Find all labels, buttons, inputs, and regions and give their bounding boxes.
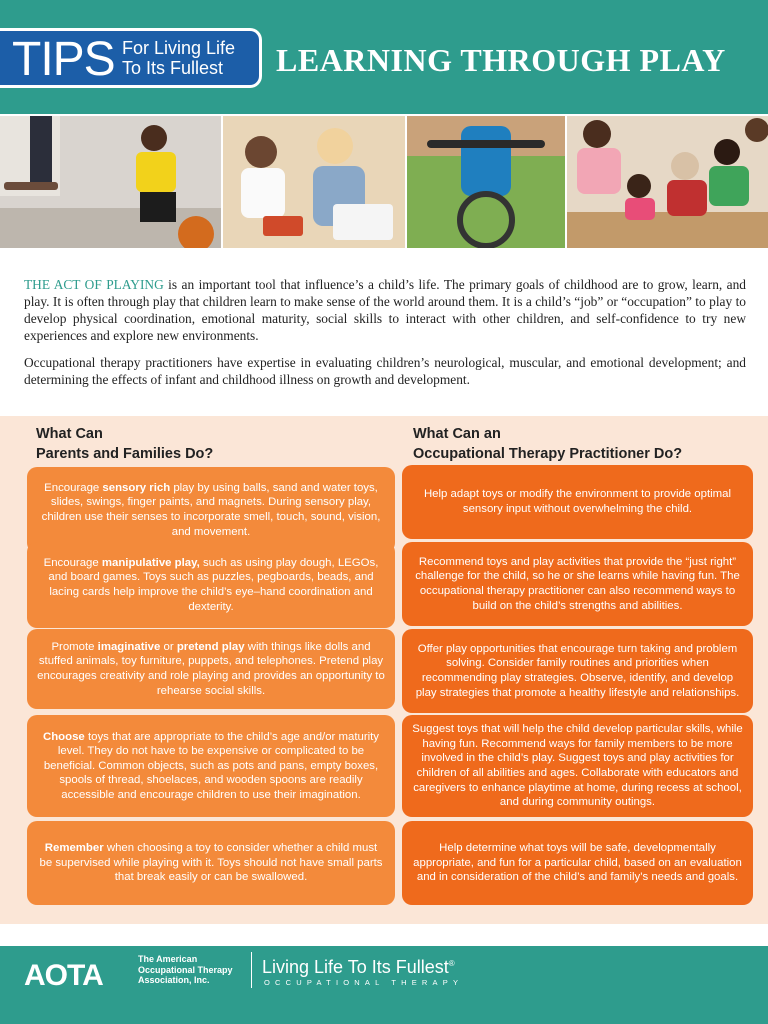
ot-tip-recommend: Recommend toys and play activities that provide the “just right” challenge for the child, so he or she learns while having fun. The occupational therapy practitioner can also recommend ways to build on the child’s strengths and abilities. bbox=[402, 542, 753, 626]
tips-section bbox=[0, 416, 768, 924]
intro-section bbox=[24, 276, 746, 398]
tips-tagline-line-1: For Living Life bbox=[122, 38, 236, 58]
registered-mark: ® bbox=[448, 959, 455, 968]
tips-tagline bbox=[122, 38, 235, 78]
intro-paragraph-1 bbox=[24, 276, 746, 344]
ot-tip-adapt: Help adapt toys or modify the environment to provide optimal sensory input without overwhelming the child. bbox=[402, 465, 753, 539]
aota-logo-text: AOTA bbox=[24, 959, 103, 989]
tips-badge bbox=[0, 28, 262, 88]
photo-strip bbox=[0, 116, 768, 248]
photo-boy-skateboard-basketball bbox=[0, 116, 221, 248]
tips-tagline-line-2: To Its Fullest bbox=[122, 58, 224, 78]
parent-tip-manipulative: Encourage manipulative play, such as using play dough, LEGOs, and board games. Toys such as puzzles, pegboards, beads, and lacing cards help improve the child’s eye–hand coordination and dexterity. bbox=[27, 542, 395, 628]
parent-tip-remember: Remember when choosing a toy to consider whether a child must be supervised while playing with it. Toys should not have small parts that break easily or can be swallowed. bbox=[27, 821, 395, 905]
right-heading-line-1: What Can an bbox=[413, 426, 501, 442]
footer-bar bbox=[0, 946, 768, 1024]
footer-occupational-therapy: OCCUPATIONAL THERAPY bbox=[264, 978, 464, 987]
photo-child-bicycle bbox=[407, 116, 565, 248]
intro-paragraph-2: Occupational therapy practitioners have expertise in evaluating children’s neurological, muscular, and emotional development; and determining the effects of infant and childhood illness on growth and development. bbox=[24, 355, 746, 387]
footer-slogan: Living Life To Its Fullest® bbox=[262, 957, 455, 977]
parent-tip-sensory: Encourage sensory rich play by using balls, sand and water toys, slides, swings, finger paints, and magnets. During sensory play, children use their senses to incorporate smell, touch, sound, vision, and movement. bbox=[27, 467, 395, 553]
right-column-heading bbox=[413, 424, 682, 464]
page-title: LEARNING THROUGH PLAY bbox=[276, 42, 726, 78]
left-column-heading bbox=[36, 424, 213, 464]
photo-family-board-game bbox=[567, 116, 768, 248]
parent-tip-choose: Choose toys that are appropriate to the child’s age and/or maturity level. They do not have to be expensive or complicated to be beneficial. Common objects, such as pots and pans, empty boxes, spools of thread, shoelaces, and wooden spoons are readily accessible and encourage children to use their imagination. bbox=[27, 715, 395, 817]
parent-tip-imaginative: Promote imaginative or pretend play with things like dolls and stuffed animals, toy furniture, puppets, and telephones. Pretend play encourages creativity and role playing and provides an opportunity to rehearse social skills. bbox=[27, 629, 395, 709]
aota-organization-name: The American Occupational Therapy Association, Inc. bbox=[138, 954, 233, 985]
ot-tip-suggest: Suggest toys that will help the child develop particular skills, while having fun. Recommend ways for family members to be more involved in the child’s play. Suggest toys and play activities for children of all abilities and ages. Collaborate with educators and caregivers to enhance playtime at home, during recess at school, and during community outings. bbox=[402, 715, 753, 817]
left-heading-line-1: What Can bbox=[36, 426, 103, 442]
ot-tip-offer: Offer play opportunities that encourage turn taking and problem solving. Consider family routines and priorities when recommending play strategies. Observe, identify, and develop play strategies that promote a healthy lifestyle and relationships. bbox=[402, 629, 753, 713]
aota-logo bbox=[24, 959, 134, 989]
intro-lead: THE ACT OF PLAYING bbox=[24, 277, 164, 292]
right-heading-line-2: Occupational Therapy Practitioner Do? bbox=[413, 446, 683, 462]
header-bar bbox=[0, 0, 768, 114]
left-heading-line-2: Parents and Families Do? bbox=[36, 446, 214, 462]
footer-divider bbox=[251, 952, 252, 988]
intro-paragraph-1-text: is an important tool that influence’s a child’s life. The primary goals of childhood are to grow, learn, and play. It is often through play that children learn to make sense of the world around them. It is a child’s “job” or “occupation” to play to develop physical coordination, emotional maturity, social skills to interact with other children, and self-confidence to try new experiences and explore new environments. bbox=[24, 277, 746, 343]
photo-father-child-toys bbox=[223, 116, 405, 248]
ot-tip-determine: Help determine what toys will be safe, developmentally appropriate, and fun for a particular child, based on an evaluation and in consideration of the child’s and family’s needs and goals. bbox=[402, 821, 753, 905]
tips-word: TIPS bbox=[12, 33, 115, 86]
